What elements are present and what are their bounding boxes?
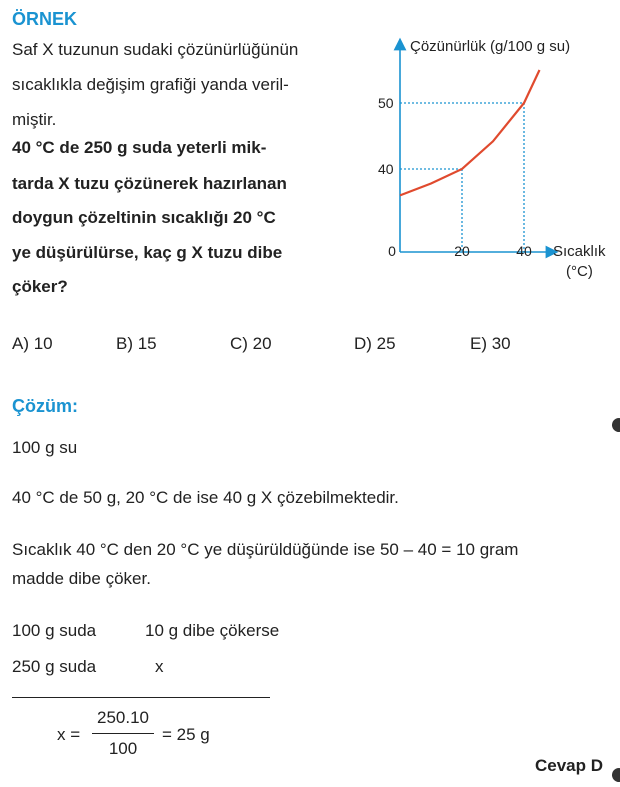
fraction-bar [92, 733, 154, 734]
option-a: A) 10 [12, 334, 53, 353]
solution-line-3: Sıcaklık 40 °C den 20 °C ye düşürüldüğünde ise 50 – 40 = 10 gram [12, 540, 519, 559]
x-tick-label-40: 40 [516, 243, 532, 259]
x-tick-label-0: 0 [388, 243, 396, 259]
answer-label: Cevap D [535, 756, 604, 775]
solution-heading: Çözüm: [12, 396, 78, 416]
intro-line-2: sıcaklıkla değişim grafiği yanda veril- [12, 75, 289, 94]
equation-denominator: 100 [108, 739, 138, 758]
solution-line-1: 100 g su [12, 438, 78, 457]
question-line-2: tarda X tuzu çözünerek hazırlanan [12, 174, 287, 193]
x-axis-unit: (°C) [566, 263, 593, 280]
question-line-3: doygun çözeltinin sıcaklığı 20 °C [12, 208, 276, 227]
equation-lhs: x = [57, 725, 81, 744]
x-axis-label: Sıcaklık [553, 243, 606, 260]
option-b: B) 15 [116, 334, 157, 353]
ratio-row-2-left: 250 g suda [12, 657, 97, 676]
ratio-row-1-right: 10 g dibe çökerse [145, 621, 280, 640]
separator-line [12, 697, 270, 698]
ratio-row-1-left: 100 g suda [12, 621, 97, 640]
solubility-curve [400, 70, 540, 195]
equation-rhs: = 25 g [162, 725, 210, 744]
option-e: E) 30 [470, 334, 511, 353]
solution-line-4: madde dibe çöker. [12, 569, 151, 588]
question-line-1: 40 °C de 250 g suda yeterli mik- [12, 138, 267, 157]
solubility-chart [340, 30, 620, 290]
intro-line-3: miştir. [12, 110, 57, 129]
option-d: D) 25 [354, 334, 396, 353]
example-heading: ÖRNEK [12, 9, 78, 29]
y-tick-label-50: 50 [378, 95, 394, 111]
ratio-row-2-right: x [155, 657, 164, 676]
y-tick-label-40: 40 [378, 161, 394, 177]
y-axis-label: Çözünürlük (g/100 g su) [410, 38, 571, 55]
solution-line-2: 40 °C de 50 g, 20 °C de ise 40 g X çözebilmektedir. [12, 488, 399, 507]
equation-numerator: 250.10 [97, 708, 149, 727]
option-c: C) 20 [230, 334, 272, 353]
question-line-5: çöker? [12, 277, 68, 296]
x-tick-label-20: 20 [454, 243, 470, 259]
page-marker-icon [610, 416, 620, 434]
page-marker-icon-2 [610, 766, 620, 784]
question-line-4: ye düşürülürse, kaç g X tuzu dibe [12, 243, 283, 262]
intro-line-1: Saf X tuzunun sudaki çözünürlüğünün [12, 40, 299, 59]
